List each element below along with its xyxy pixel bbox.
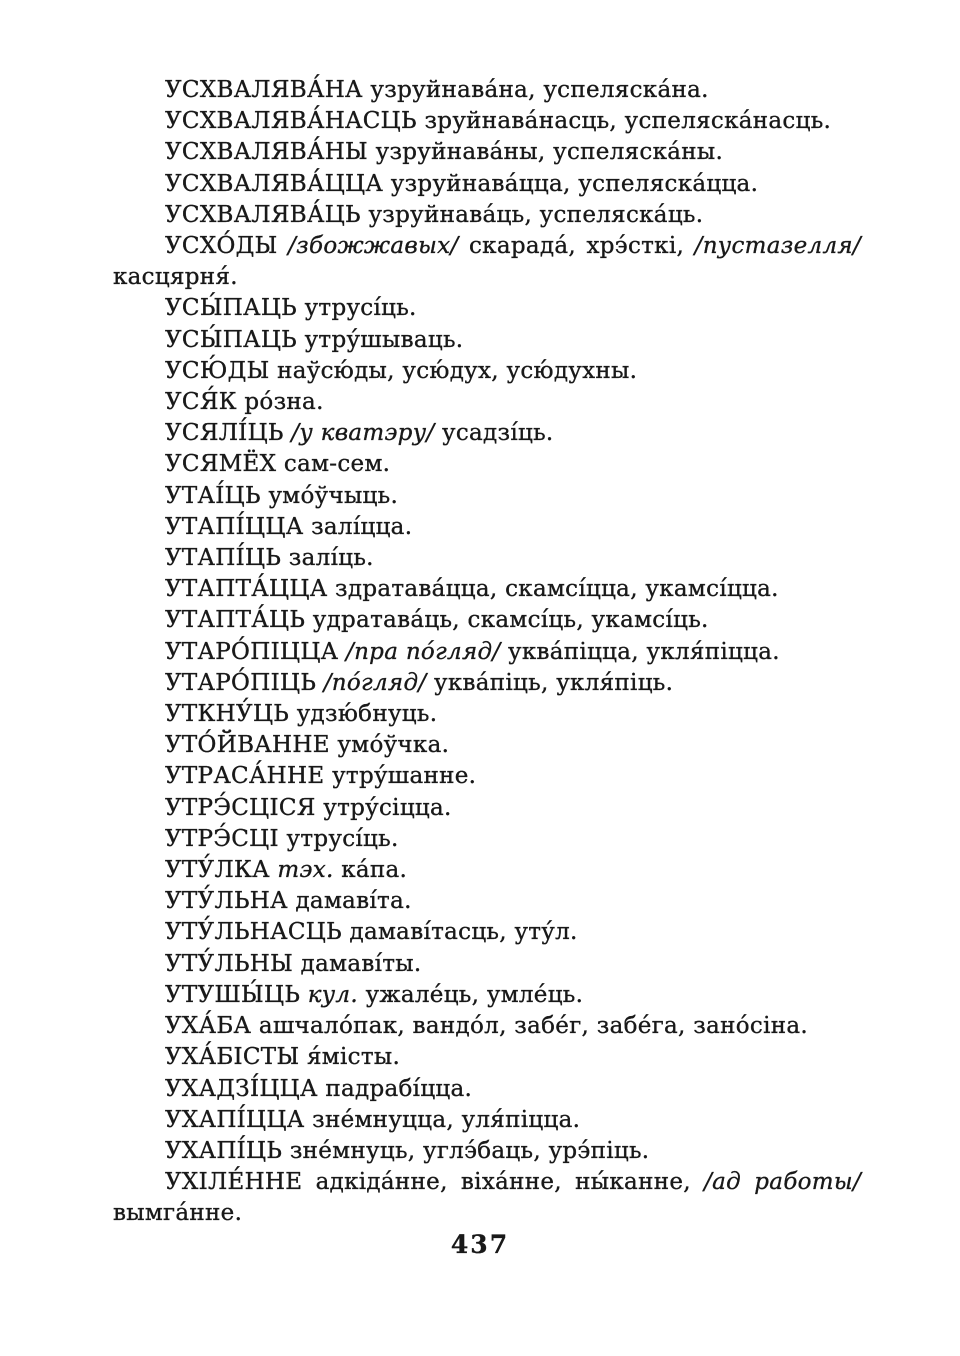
entry-definition-text: дамаві́тасць, уту́л. <box>341 919 578 946</box>
entry-qualifier-italic: /по́гляд/ <box>323 669 427 696</box>
dictionary-entry <box>113 106 861 137</box>
entry-definition-text <box>338 639 346 665</box>
entry-headword: УСЫ́ПАЦЬ <box>165 326 297 353</box>
entry-definition-text: ашчало́пак, вандо́л, забе́г, забе́га, зано́сіна. <box>251 1013 808 1040</box>
entry-definition-text: уква́піць, укля́піць. <box>426 669 674 696</box>
dictionary-entry <box>113 1074 861 1105</box>
dictionary-entry <box>113 1105 861 1136</box>
dictionary-entry <box>113 1042 861 1073</box>
entry-definition-text: узруйнава́ны, успеляска́ны. <box>368 139 724 166</box>
entry-headword: УТАПТА́ЦЦА <box>165 576 328 603</box>
entry-definition-text: я́місты. <box>299 1044 401 1071</box>
entry-definition-text: здратава́цца, скамсі́цца, укамсі́цца. <box>327 576 779 603</box>
entry-definition-text: залі́цца. <box>303 513 413 540</box>
dictionary-entry <box>113 668 861 699</box>
entry-qualifier-italic: /у кватэру/ <box>291 420 435 447</box>
entry-headword: УСХВАЛЯВА́НА <box>165 77 363 103</box>
entry-headword: УТАРО́ПІЦЦА <box>165 638 339 665</box>
dictionary-entry <box>113 605 861 636</box>
entry-headword: УТУ́ЛЬНА <box>165 888 288 915</box>
entry-headword: УТАІ́ЦЬ <box>165 482 261 509</box>
dictionary-entry <box>113 949 861 980</box>
entry-definition-text: узруйнава́цца, успеляска́цца. <box>383 170 759 197</box>
entry-definition-text: адкіда́нне, віха́нне, ны́канне, <box>302 1169 705 1196</box>
dictionary-entry <box>113 1167 861 1229</box>
entry-headword: УСЯ́К <box>165 389 237 416</box>
entry-definition-text <box>316 670 324 696</box>
entry-definition-text: падрабі́цца. <box>317 1075 473 1102</box>
entry-definition-text: ка́па. <box>333 857 408 884</box>
entry-headword: УТУШЫ́ЦЬ <box>165 981 301 1008</box>
entry-headword: УТУ́ЛЬНАСЦЬ <box>165 919 342 946</box>
entry-definition-text: уква́піцца, укля́піцца. <box>500 638 780 665</box>
dictionary-entry <box>113 75 861 106</box>
entry-definition-text: утрусі́ць. <box>296 295 417 322</box>
dictionary-entry <box>113 543 861 574</box>
entry-definition-text: зне́мнуць, углэ́баць, урэ́піць. <box>282 1137 650 1164</box>
entry-definition-text: утру́сіцца. <box>315 794 452 821</box>
entry-definition-text: зне́мнуцца, уля́піцца. <box>304 1106 581 1133</box>
dictionary-entry <box>113 325 861 356</box>
entry-headword: УСЫ́ПАЦЬ <box>165 295 297 322</box>
entry-headword: УТРАСА́ННЕ <box>165 763 325 790</box>
entry-headword: УХА́БІСТЫ <box>165 1044 300 1071</box>
entry-headword: УТКНУ́ЦЬ <box>165 701 290 728</box>
entry-headword: УТО́ЙВАННЕ <box>165 732 330 759</box>
dictionary-entry <box>113 637 861 668</box>
dictionary-entry <box>113 730 861 761</box>
entry-definition-text: удратава́ць, скамсі́ць, укамсі́ць. <box>305 607 709 634</box>
dictionary-entry <box>113 699 861 730</box>
dictionary-entry <box>113 481 861 512</box>
entry-definition-text: дамаві́та. <box>287 888 412 915</box>
dictionary-entry <box>113 449 861 480</box>
entry-definition-text: залі́ць. <box>281 545 374 572</box>
dictionary-entry <box>113 137 861 168</box>
entry-headword: УТАРО́ПІЦЬ <box>165 669 317 696</box>
dictionary-entry <box>113 1011 861 1042</box>
dictionary-entry <box>113 793 861 824</box>
dictionary-entry <box>113 761 861 792</box>
entry-qualifier-italic: кул. <box>307 981 358 1008</box>
entry-definition-text: утру́шываць. <box>296 326 464 353</box>
entry-definition-text: зруйнава́насць, успеляска́насць. <box>416 108 832 135</box>
entry-headword: УСХВАЛЯВА́НЫ <box>165 139 368 166</box>
entry-headword: УСЮ́ДЫ <box>165 357 270 384</box>
entry-headword: УХА́БА <box>165 1013 252 1040</box>
entry-qualifier-italic: /пустазелля/ <box>694 233 861 260</box>
entry-definition-text: утрусі́ць. <box>278 825 399 852</box>
dictionary-entry <box>113 387 861 418</box>
entry-headword: УХАДЗІ́ЦЦА <box>165 1075 318 1102</box>
entry-headword: УСЯЛІ́ЦЬ <box>165 420 284 447</box>
dictionary-entry <box>113 231 861 293</box>
page-number: 437 <box>450 1230 510 1259</box>
entry-headword: УТАПІ́ЦЦА <box>165 513 304 540</box>
dictionary-entry <box>113 824 861 855</box>
entry-headword: УТУ́ЛКА <box>165 857 270 884</box>
entry-headword: УСХВАЛЯВА́ЦЦА <box>165 170 384 197</box>
dictionary-entry <box>113 418 861 449</box>
entry-definition-text: узруйнава́на, успеляска́на. <box>362 77 709 103</box>
entry-headword: УТАПІ́ЦЬ <box>165 545 282 572</box>
entry-definition-text: умо́ўчыць. <box>260 482 399 509</box>
entry-definition-text: ро́зна. <box>236 389 324 416</box>
entry-headword: УТРЭ́СЦІСЯ <box>165 794 316 821</box>
entries-block <box>113 75 861 1230</box>
entry-headword: УСХВАЛЯВА́НАСЦЬ <box>165 108 417 135</box>
entry-qualifier-italic: /пра по́гляд/ <box>346 638 501 665</box>
entry-definition-text: скарада́, хрэ́сткі, <box>458 233 695 260</box>
entry-definition-text: сам-сем. <box>276 451 391 478</box>
entry-qualifier-italic: /ад работы/ <box>704 1169 861 1196</box>
entry-definition-text <box>300 982 308 1008</box>
entry-definition-text: касцярня́. <box>113 264 238 291</box>
dictionary-entry <box>113 356 861 387</box>
dictionary-entry <box>113 980 861 1011</box>
dictionary-entry <box>113 886 861 917</box>
entry-definition-text: наўсю́ды, усю́дух, усю́духны. <box>269 357 638 384</box>
dictionary-entry <box>113 574 861 605</box>
entry-headword: УСХО́ДЫ <box>165 233 278 260</box>
entry-definition-text: усадзі́ць. <box>434 420 554 447</box>
entry-definition-text <box>278 233 289 259</box>
entry-definition-text: узруйнава́ць, успеляска́ць. <box>360 201 704 228</box>
entry-qualifier-italic: /збожжавых/ <box>288 233 459 260</box>
entry-headword: УСЯМЁХ <box>165 451 277 478</box>
entry-definition-text: умо́ўчка. <box>329 732 450 759</box>
dictionary-entry <box>113 169 861 200</box>
entry-definition-text: утру́шанне. <box>324 763 477 790</box>
entry-headword: УХІЛЕ́ННЕ <box>165 1169 303 1196</box>
dictionary-entry <box>113 200 861 231</box>
entry-definition-text: ужале́ць, умле́ць. <box>357 981 584 1008</box>
dictionary-entry <box>113 917 861 948</box>
entry-definition-text: дамаві́ты. <box>293 950 422 977</box>
entry-headword: УХАПІ́ЦЦА <box>165 1106 305 1133</box>
entry-headword: УХАПІ́ЦЬ <box>165 1137 283 1164</box>
dictionary-entry <box>113 1136 861 1167</box>
entry-definition-text: вымга́нне. <box>113 1200 243 1227</box>
entry-headword: УТРЭ́СЦІ <box>165 825 279 852</box>
dictionary-entry <box>113 512 861 543</box>
entry-qualifier-italic: тэх. <box>277 857 334 884</box>
dictionary-entry <box>113 293 861 324</box>
dictionary-entry <box>113 855 861 886</box>
entry-headword: УТАПТА́ЦЬ <box>165 607 306 634</box>
entry-definition-text: удзю́бнуць. <box>289 701 438 728</box>
entry-headword: УТУ́ЛЬНЫ <box>165 950 294 977</box>
entry-headword: УСХВАЛЯВА́ЦЬ <box>165 201 361 228</box>
